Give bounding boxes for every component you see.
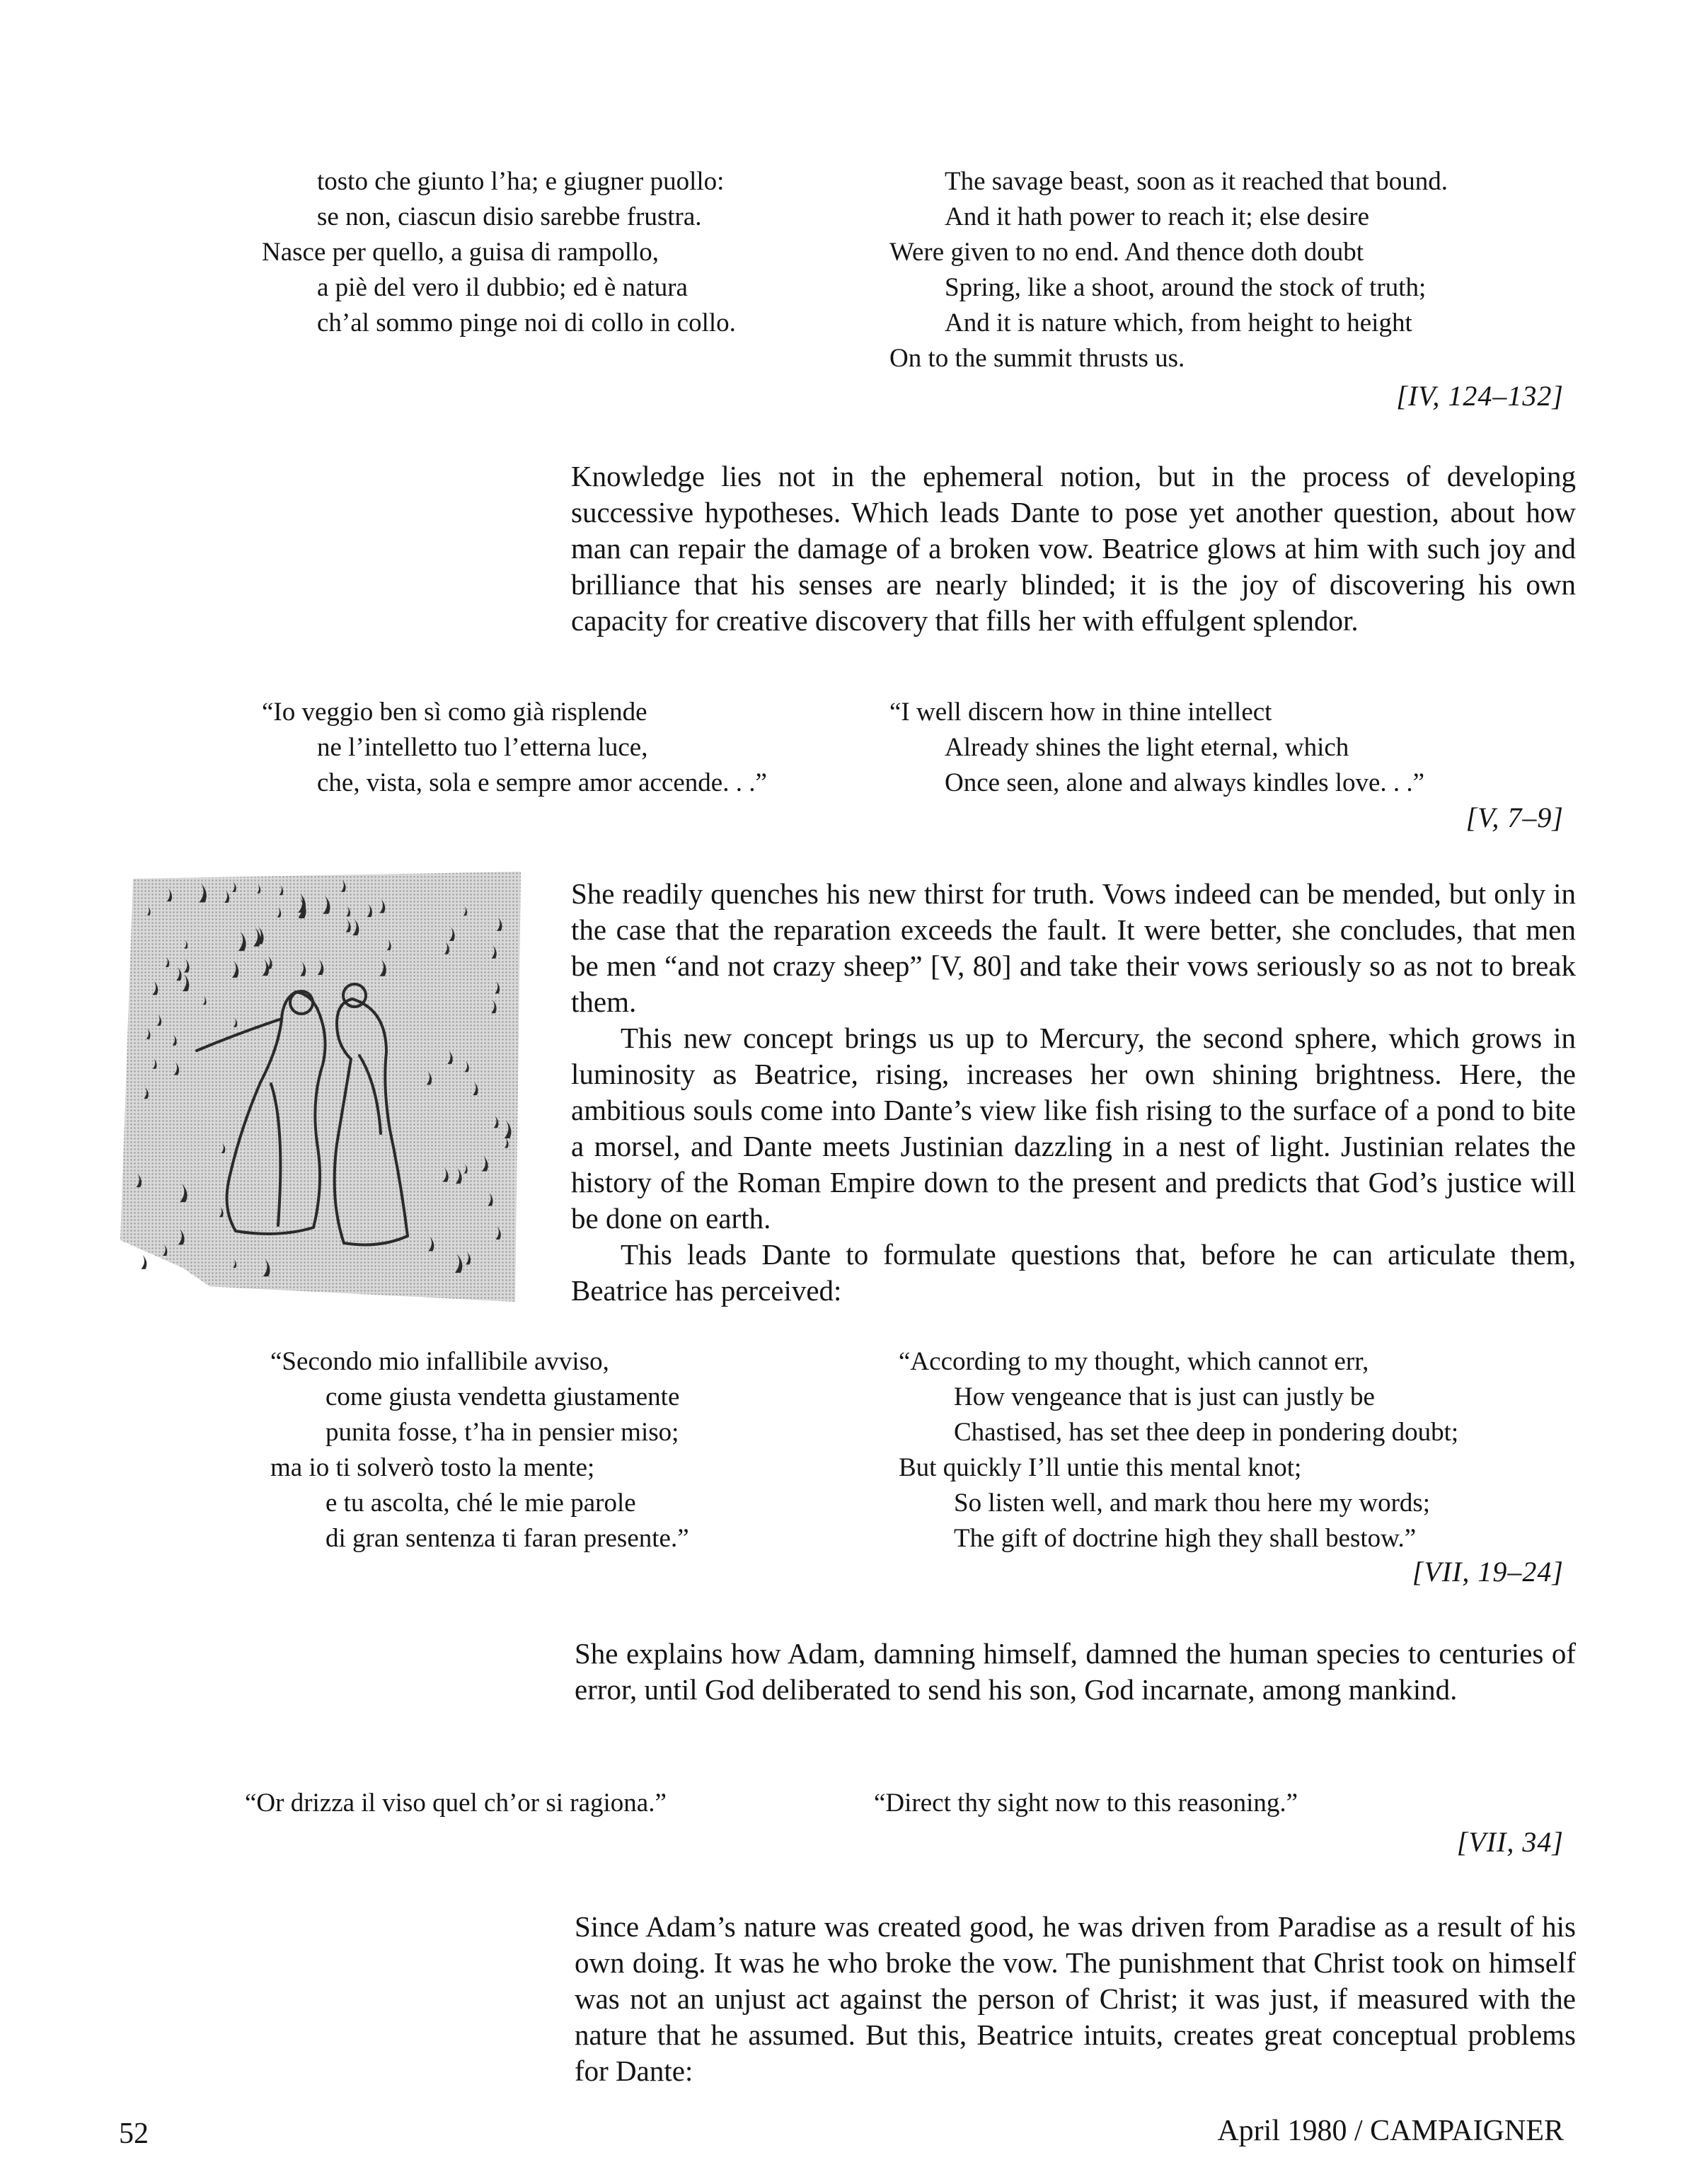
verse-line: The savage beast, soon as it reached that bound.	[945, 167, 1448, 196]
prose-paragraph-3	[575, 1636, 1576, 1708]
paragraph-text: She readily quenches his new thirst for truth. Vows indeed can be mended, but only in the case that the reparation exceeds the fault. It were better, she concludes, that men be men “and not crazy sheep” [V, 80] and take their vows seriously so as not to break them.	[571, 877, 1576, 1018]
verse-line: a piè del vero il dubbio; ed è natura	[317, 273, 688, 302]
verse-line: Once seen, alone and always kindles love. . .”	[945, 768, 1425, 797]
prose-paragraph-2	[571, 876, 1576, 1309]
verse-italian-3	[270, 1344, 689, 1556]
verse-line: Spring, like a shoot, around the stock of truth;	[945, 273, 1427, 302]
verse-english-1	[889, 164, 1448, 376]
verse-line: come giusta vendetta giustamente	[325, 1382, 680, 1411]
verse-english-2	[889, 695, 1424, 801]
verse-line: “I well discern how in thine intellect	[889, 698, 1272, 727]
verse-line: Were given to no end. And thence doth doubt	[889, 238, 1364, 267]
verse-line: Already shines the light eternal, which	[945, 733, 1349, 762]
verse-line: ma io ti solverò tosto la mente;	[270, 1453, 595, 1482]
prose-paragraph-1	[571, 458, 1576, 639]
issue-label: April 1980 / CAMPAIGNER	[1217, 2115, 1564, 2147]
verse-italian-2	[262, 695, 767, 801]
verse-english-4: “Direct thy sight now to this reasoning.”	[874, 1789, 1298, 1818]
verse-line: e tu ascolta, ché le mie parole	[325, 1489, 636, 1518]
verse-line: “Secondo mio infallibile avviso,	[270, 1347, 609, 1376]
verse-line: On to the summit thrusts us.	[889, 344, 1185, 373]
verse-line: The gift of doctrine high they shall bestow.”	[954, 1524, 1417, 1553]
verse-line: tosto che giunto l’ha; e giugner puollo:	[317, 167, 725, 196]
paragraph-text: This leads Dante to formulate questions that, before he can articulate them, Beatrice has perceived:	[571, 1238, 1576, 1307]
paragraph-text: This new concept brings us up to Mercury, the second sphere, which grows in luminosity as Beatrice, rising, increases her own shining brightness. Here, the ambitious souls come into Dante’s view like fish rising to the surface of a pond to bite a morsel, and Dante meets Justinian dazzling in a nest of light. Justinian relates the history of the Roman Empire down to the present and predicts that God’s justice will be done on earth.	[571, 1022, 1576, 1235]
verse-line: So listen well, and mark thou here my words;	[954, 1489, 1431, 1518]
dante-beatrice-sketch-icon	[119, 872, 521, 1302]
verse-line: And it is nature which, from height to height	[945, 308, 1412, 337]
verse-line: “Io veggio ben sì como già risplende	[262, 698, 647, 727]
verse-line: “According to my thought, which cannot err,	[899, 1347, 1369, 1376]
verse-english-3	[899, 1344, 1458, 1556]
verse-line: Chastised, has set thee deep in pondering doubt;	[954, 1418, 1459, 1447]
verse-line: How vengeance that is just can justly be	[954, 1382, 1375, 1411]
prose-paragraph-4	[575, 1909, 1576, 2089]
paragraph-text: Since Adam’s nature was created good, he was driven from Paradise as a result of his own doing. It was he who broke the vow. The punishment that Christ took on himself was not an unjust act against the person of Christ; it was just, if measured with the nature that he assumed. But this, Beatrice intuits, creates great conceptual problems for Dante:	[575, 1910, 1576, 2087]
paragraph-text: She explains how Adam, damning himself, damned the human species to centuries of error, until God deliberated to send his son, God incarnate, among mankind.	[575, 1637, 1576, 1706]
verse-line: di gran sentenza ti faran presente.”	[325, 1524, 689, 1553]
citation-1: [IV, 124–132]	[1396, 380, 1564, 412]
verse-line: che, vista, sola e sempre amor accende. . .”	[317, 768, 767, 797]
verse-italian-1	[262, 164, 736, 341]
verse-line: Nasce per quello, a guisa di rampollo,	[262, 238, 659, 267]
citation-4: [VII, 34]	[1456, 1826, 1564, 1858]
verse-line: ne l’intelletto tuo l’etterna luce,	[317, 733, 648, 762]
dante-beatrice-illustration	[119, 872, 521, 1302]
verse-line: se non, ciascun disio sarebbe frustra.	[317, 202, 702, 231]
citation-3: [VII, 19–24]	[1412, 1556, 1564, 1588]
verse-line: But quickly I’ll untie this mental knot;	[899, 1453, 1302, 1482]
verse-line: punita fosse, t’ha in pensier miso;	[325, 1418, 679, 1447]
page-number: 52	[119, 2117, 149, 2150]
citation-2: [V, 7–9]	[1465, 802, 1564, 833]
paragraph-text: Knowledge lies not in the ephemeral notion, but in the process of developing successive hypotheses. Which leads Dante to pose yet another question, about how man can repair the damage of a broken vow. Beatrice glows at him with such joy and brilliance that his senses are nearly blinded; it is the joy of discovering his own capacity for creative discovery that fills her with effulgent splendor.	[571, 460, 1576, 637]
verse-line: And it hath power to reach it; else desire	[945, 202, 1370, 231]
verse-italian-4: “Or drizza il viso quel ch’or si ragiona.”	[245, 1789, 667, 1818]
verse-line: ch’al sommo pinge noi di collo in collo.	[317, 308, 736, 337]
